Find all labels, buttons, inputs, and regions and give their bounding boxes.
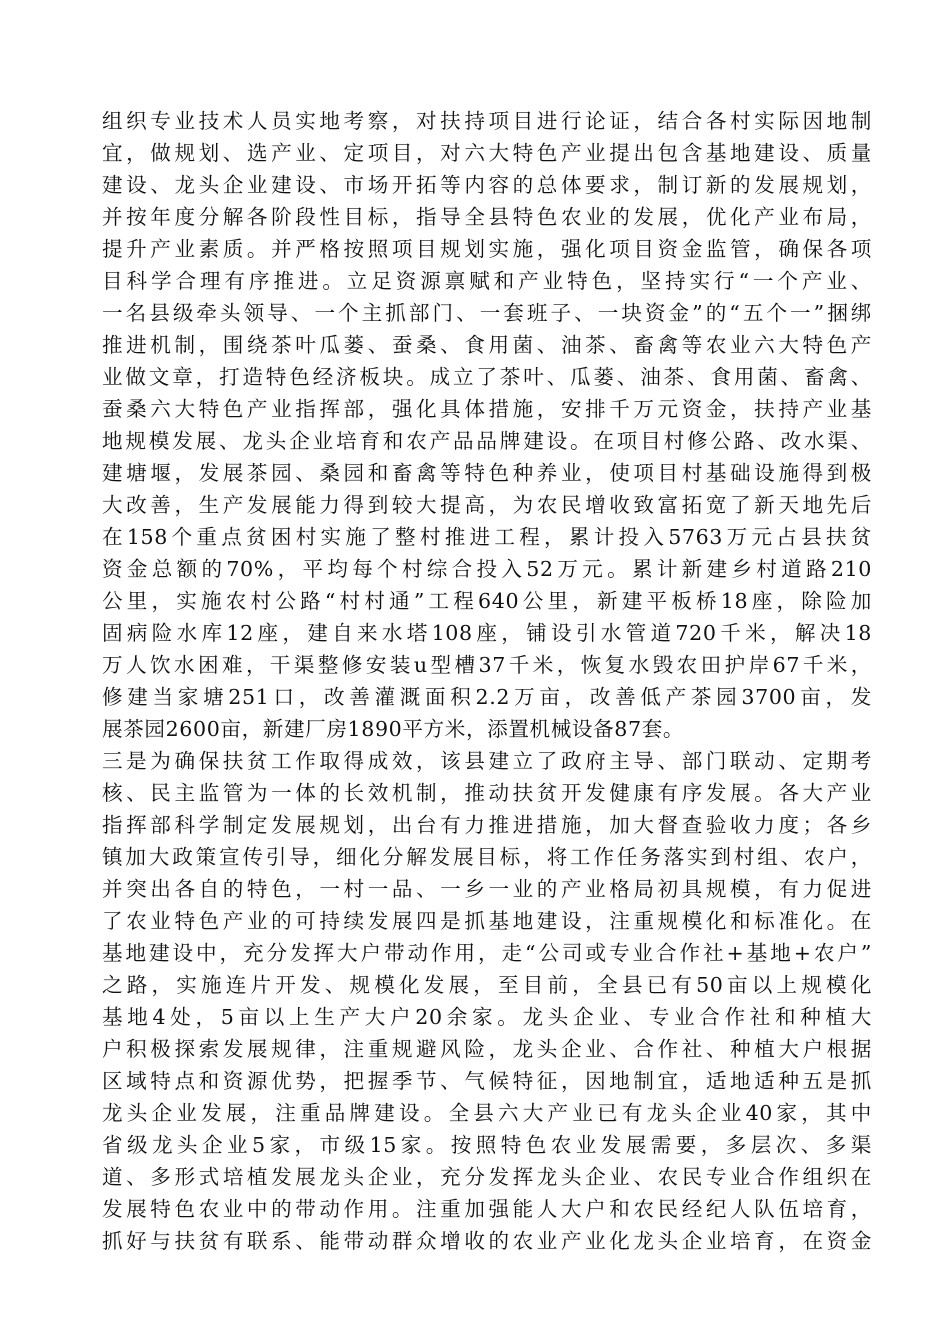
text-line: 道、多形式培植发展龙头企业，充分发挥龙头企业、农民专业合作组织在 [102, 1165, 872, 1189]
text-line: 并按年度分解各阶段性目标，指导全县特色农业的发展，优化产业布局， [102, 205, 872, 229]
text-line: 宜，做规划、选产业、定项目，对六大特色产业提出包含基地建设、质量 [102, 141, 872, 165]
text-line: 组织专业技术人员实地考察，对扶持项目进行论证，结合各村实际因地制 [102, 109, 872, 133]
text-line: 在158个重点贫困村实施了整村推进工程，累计投入5763万元占县扶贫 [102, 525, 872, 549]
text-line: 三是为确保扶贫工作取得成效，该县建立了政府主导、部门联动、定期考 [102, 749, 872, 773]
text-line: 万人饮水困难，干渠整修安装u型槽37千米，恢复水毁农田护岸67千米， [102, 653, 872, 677]
text-line: 一名县级牵头领导、一个主抓部门、一套班子、一块资金”的“五个一”捆绑 [102, 301, 872, 325]
text-line: 大改善，生产发展能力得到较大提高，为农民增收致富拓宽了新天地先后 [102, 493, 872, 517]
text-line: 固病险水库12座，建自来水塔108座，铺设引水管道720千米，解决18 [102, 621, 872, 645]
text-line: 之路，实施连片开发、规模化发展，至目前，全县已有50亩以上规模化 [102, 973, 872, 997]
text-line: 建塘堰，发展茶园、桑园和畜禽等特色种养业，使项目村基础设施得到极 [102, 461, 872, 485]
text-line: 提升产业素质。并严格按照项目规划实施，强化项目资金监管，确保各项 [102, 237, 872, 261]
text-line: 基地4处，5亩以上生产大户20余家。龙头企业、专业合作社和种植大 [102, 1005, 872, 1029]
body-text [102, 105, 872, 1257]
text-line: 户积极探索发展规律，注重规避风险，龙头企业、合作社、种植大户根据 [102, 1037, 872, 1061]
text-line: 地规模发展、龙头企业培育和农产品品牌建设。在项目村修公路、改水渠、 [102, 429, 872, 453]
text-line: 龙头企业发展，注重品牌建设。全县六大产业已有龙头企业40家，其中 [102, 1101, 872, 1125]
text-line: 蚕桑六大特色产业指挥部，强化具体措施，安排千万元资金，扶持产业基 [102, 397, 872, 421]
text-line: 目科学合理有序推进。立足资源禀赋和产业特色，坚持实行“一个产业、 [102, 269, 872, 293]
text-line: 推进机制，围绕茶叶瓜蒌、蚕桑、食用菌、油茶、畜禽等农业六大特色产 [102, 333, 872, 357]
text-line: 抓好与扶贫有联系、能带动群众增收的农业产业化龙头企业培育，在资金 [102, 1229, 872, 1253]
text-line: 区域特点和资源优势，把握季节、气候特征，因地制宜，适地适种五是抓 [102, 1069, 872, 1093]
text-line: 展茶园2600亩，新建厂房1890平方米，添置机械设备87套。 [102, 717, 685, 741]
text-line: 核、民主监管为一体的长效机制，推动扶贫开发健康有序发展。各大产业 [102, 781, 872, 805]
text-line: 资金总额的70%，平均每个村综合投入52万元。累计新建乡村道路210 [102, 557, 872, 581]
text-line: 了农业特色产业的可持续发展四是抓基地建设，注重规模化和标准化。在 [102, 909, 872, 933]
text-line: 镇加大政策宣传引导，细化分解发展目标，将工作任务落实到村组、农户， [102, 845, 872, 869]
text-line: 发展特色农业中的带动作用。注重加强能人大户和农民经纪人队伍培育， [102, 1197, 872, 1221]
text-line: 基地建设中，充分发挥大户带动作用，走“公司或专业合作社+基地+农户” [102, 941, 872, 965]
text-line: 建设、龙头企业建设、市场开拓等内容的总体要求，制订新的发展规划， [102, 173, 872, 197]
text-line: 并突出各自的特色，一村一品、一乡一业的产业格局初具规模，有力促进 [102, 877, 872, 901]
text-line: 公里，实施农村公路“村村通”工程640公里，新建平板桥18座，除险加 [102, 589, 872, 613]
text-line: 业做文章，打造特色经济板块。成立了茶叶、瓜蒌、油茶、食用菌、畜禽、 [102, 365, 872, 389]
text-line: 省级龙头企业5家，市级15家。按照特色农业发展需要，多层次、多渠 [102, 1133, 872, 1157]
text-line: 修建当家塘251口，改善灌溉面积2.2万亩，改善低产茶园3700亩，发 [102, 685, 872, 709]
text-line: 指挥部科学制定发展规划，出台有力推进措施，加大督查验收力度；各乡 [102, 813, 872, 837]
